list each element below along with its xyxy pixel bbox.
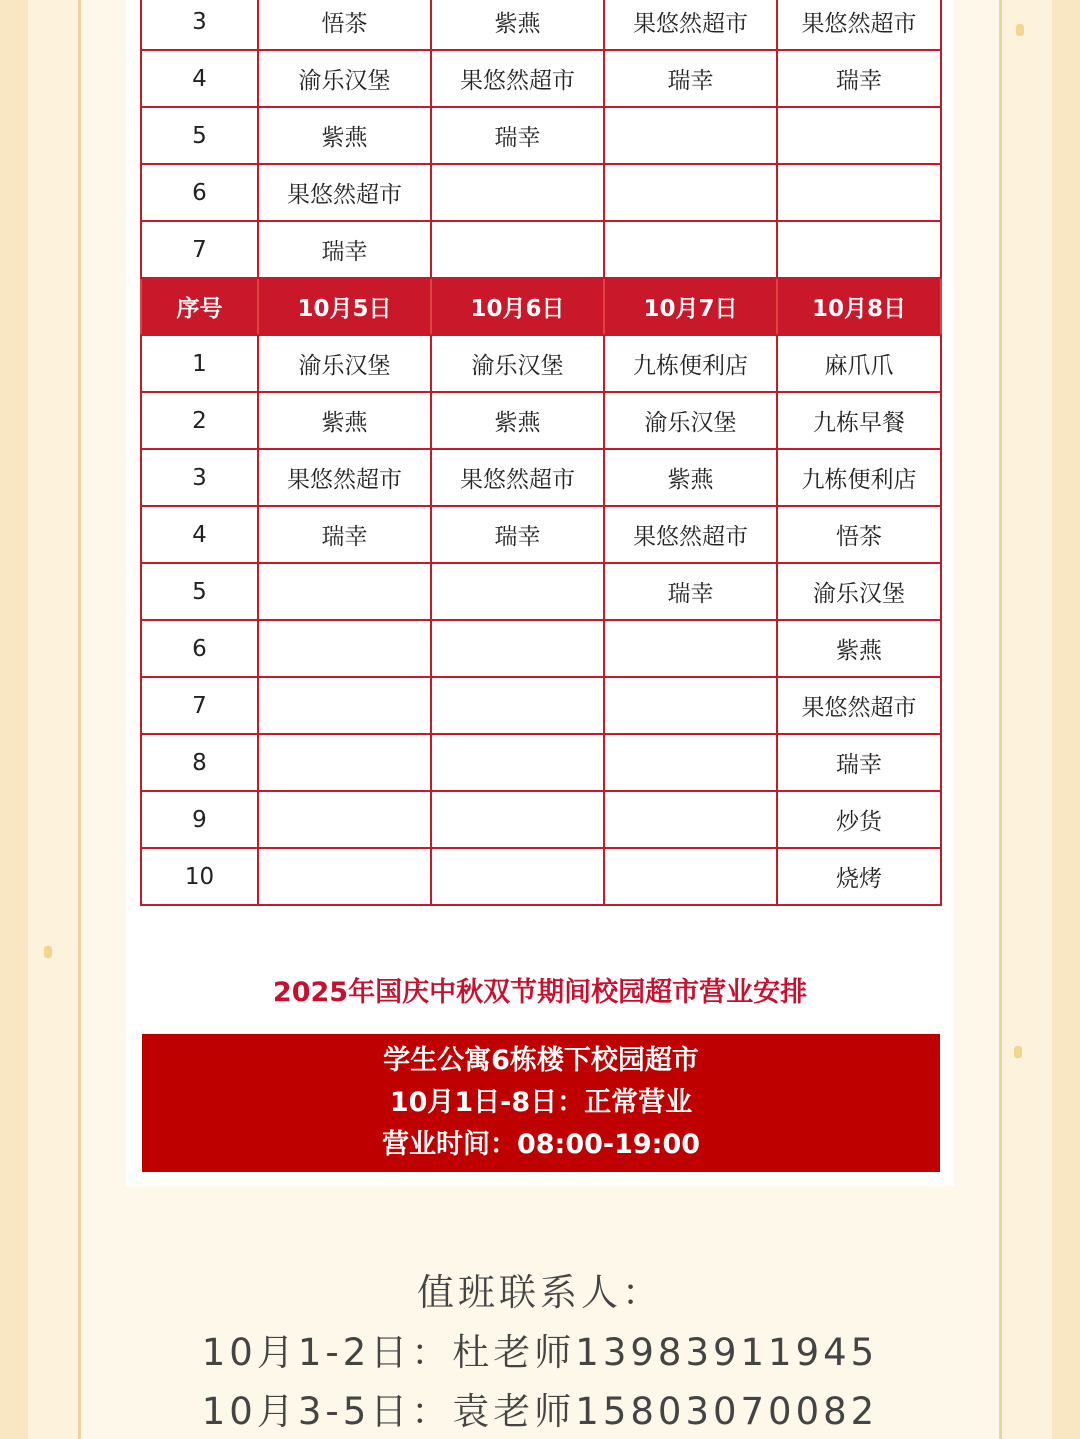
table-cell [258,848,431,905]
table-row [141,677,941,734]
table-cell: 6 [141,164,258,221]
supermarket-hours: 营业时间：08:00-19:00 [381,1129,701,1160]
table-cell: 悟茶 [258,0,431,50]
table-cell [604,107,777,164]
table-cell: 九栋便利店 [777,449,941,506]
table-cell [777,221,941,278]
table-cell [604,164,777,221]
table-cell: 3 [141,0,258,50]
contacts-heading: 值班联系人： [417,1271,663,1314]
table-cell: 果悠然超市 [431,449,604,506]
table-cell: 果悠然超市 [604,0,777,50]
table-cell: 烧烤 [777,848,941,905]
table-cell: 九栋早餐 [777,392,941,449]
table-row [141,791,941,848]
table-cell: 瑞幸 [431,107,604,164]
table-cell [604,620,777,677]
table-cell: 渝乐汉堡 [258,335,431,392]
table-cell: 5 [141,107,258,164]
table-cell [431,791,604,848]
table-cell [258,563,431,620]
header-cell-date: 10月5日 [258,278,431,335]
table-cell [777,164,941,221]
table-cell [604,221,777,278]
table-cell: 果悠然超市 [777,0,941,50]
table-cell: 九栋便利店 [604,335,777,392]
decor-dot [44,946,52,958]
table-cell [431,221,604,278]
table-cell: 10 [141,848,258,905]
table-row [141,620,941,677]
table-cell [604,848,777,905]
table-row [141,107,941,164]
contact-line: 10月3-5日：袁老师15803070082 [201,1390,879,1433]
table-cell: 果悠然超市 [431,50,604,107]
table-row [141,449,941,506]
table-cell [258,734,431,791]
schedule-table [140,0,942,906]
table-cell: 8 [141,734,258,791]
table-cell: 瑞幸 [258,506,431,563]
table-cell: 瑞幸 [777,734,941,791]
table-cell [431,677,604,734]
table-row [141,392,941,449]
table-cell [431,563,604,620]
table-cell: 紫燕 [604,449,777,506]
table-cell: 7 [141,677,258,734]
table-cell: 紫燕 [258,392,431,449]
table-cell [431,734,604,791]
table-cell: 渝乐汉堡 [431,335,604,392]
table-cell: 果悠然超市 [777,677,941,734]
decor-dot [1014,1046,1022,1058]
table-cell: 瑞幸 [604,563,777,620]
table-cell: 果悠然超市 [258,449,431,506]
table-cell [431,164,604,221]
table-cell [431,620,604,677]
table-cell: 4 [141,506,258,563]
right-frame-line [999,0,1002,1439]
table-header-row [141,278,941,335]
table-cell [258,791,431,848]
supermarket-location: 学生公寓6栋楼下校园超市 [383,1045,699,1076]
table-cell: 瑞幸 [604,50,777,107]
table-cell: 7 [141,221,258,278]
table-cell: 4 [141,50,258,107]
header-cell-date: 10月6日 [431,278,604,335]
table-cell [777,107,941,164]
supermarket-dates: 10月1日-8日：正常营业 [389,1087,693,1118]
table-cell [431,848,604,905]
table-cell [604,791,777,848]
table-cell: 1 [141,335,258,392]
decor-dot [1016,24,1024,36]
table-cell: 6 [141,620,258,677]
table-row [141,221,941,278]
table-cell: 紫燕 [431,392,604,449]
right-border-strip [1052,0,1080,1439]
table-row [141,563,941,620]
table-cell [604,677,777,734]
supermarket-schedule-title: 2025年国庆中秋双节期间校园超市营业安排 [272,976,808,1008]
table-cell: 瑞幸 [258,221,431,278]
table-cell [258,620,431,677]
table-cell: 2 [141,392,258,449]
table-cell: 果悠然超市 [604,506,777,563]
header-cell-index: 序号 [141,278,258,335]
left-border-strip [0,0,28,1439]
table-cell [258,677,431,734]
table-cell: 渝乐汉堡 [258,50,431,107]
table-cell: 悟茶 [777,506,941,563]
table-row [141,848,941,905]
table-cell: 紫燕 [258,107,431,164]
table-cell: 瑞幸 [777,50,941,107]
header-cell-date: 10月7日 [604,278,777,335]
table-cell: 渝乐汉堡 [604,392,777,449]
table-cell: 麻爪爪 [777,335,941,392]
table-cell: 9 [141,791,258,848]
table-row [141,335,941,392]
table-row [141,734,941,791]
table-row [141,164,941,221]
contact-line: 10月1-2日：杜老师13983911945 [201,1331,879,1374]
table-cell: 5 [141,563,258,620]
table-cell: 渝乐汉堡 [777,563,941,620]
table-cell: 果悠然超市 [258,164,431,221]
table-cell: 紫燕 [777,620,941,677]
table-cell: 炒货 [777,791,941,848]
table-cell [604,734,777,791]
supermarket-info-box [142,1034,940,1172]
table-cell: 紫燕 [431,0,604,50]
left-frame-line [78,0,81,1439]
table-row [141,506,941,563]
table-cell: 3 [141,449,258,506]
table-row [141,50,941,107]
table-row [141,0,941,50]
table-cell: 瑞幸 [431,506,604,563]
header-cell-date: 10月8日 [777,278,941,335]
